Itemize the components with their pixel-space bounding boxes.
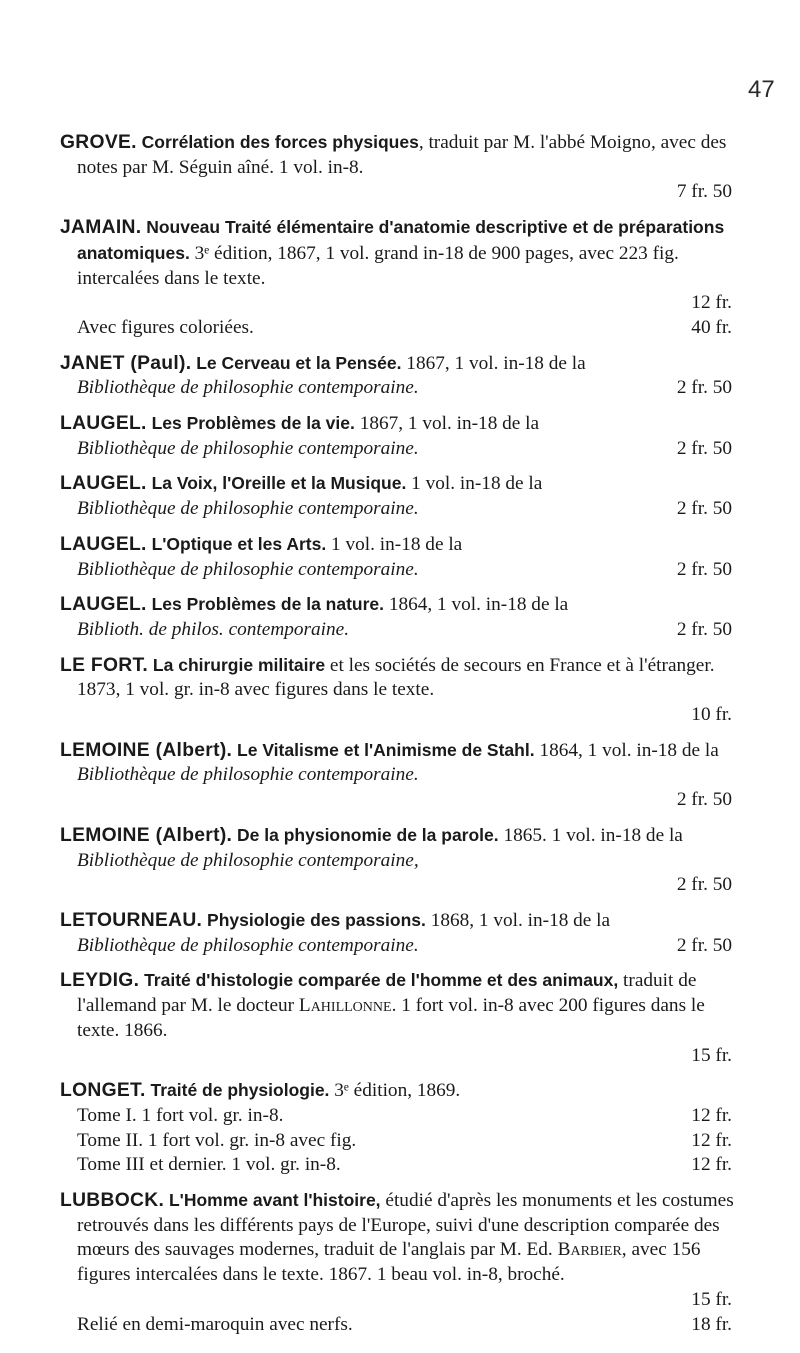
entry-extra-price: 18 fr. xyxy=(691,1313,732,1335)
entry-title: La chirurgie militaire xyxy=(152,654,326,675)
entry-series: Bibliothèque de philosophie contemporaine. xyxy=(77,437,419,459)
entry-price: 2 fr. 50 xyxy=(676,618,732,640)
entry-title: Le Cerveau et la Pensée. xyxy=(196,352,402,373)
entry-translator: Lahillonne. xyxy=(298,995,397,1017)
entry-price-row xyxy=(77,873,740,898)
entry-title: Les Problèmes de la nature. xyxy=(151,594,385,615)
catalog-entry-jamain xyxy=(60,215,740,341)
entry-description: 1867, 1 vol. in-18 de la xyxy=(359,413,540,435)
entry-price: 2 fr. 50 xyxy=(676,377,732,399)
entry-price-row xyxy=(77,1044,740,1069)
entry-price: 12 fr. xyxy=(691,292,732,314)
entry-extra-row xyxy=(77,1313,740,1338)
catalog-entries xyxy=(60,130,740,1347)
entry-extra-price: 40 fr. xyxy=(691,316,732,338)
catalog-entry-janet xyxy=(60,351,740,401)
entry-author: LE FORT. xyxy=(60,654,149,676)
entry-series: Bibliothèque de philosophie contemporaine. xyxy=(77,764,419,786)
entry-description-cont: 1 fort vol. in-8 avec 200 figures dans le texte. 1866. xyxy=(77,995,705,1041)
catalog-entry-lemoine-vitalisme xyxy=(60,738,740,813)
entry-price: 2 fr. 50 xyxy=(676,934,732,956)
entry-author: LUBBOCK. xyxy=(60,1190,165,1212)
entry-price: 2 fr. 50 xyxy=(676,437,732,459)
entry-price: 15 fr. xyxy=(691,1288,732,1310)
entry-title: Corrélation des forces physiques xyxy=(141,132,419,152)
page-number: 47 xyxy=(748,76,775,103)
entry-description: étudié d'après les monuments et les costumes retrouvés dans les différents pays de l'Europe, suivi d'une description comparée des mœurs des sauvages modernes, traduit de l'anglais par M. Ed. xyxy=(77,1190,734,1261)
catalog-entry-laugel-nature xyxy=(60,592,740,642)
entry-description: 1864, 1 vol. in-18 de la xyxy=(388,594,569,616)
entry-author: LEYDIG. xyxy=(60,970,140,992)
entry-title: Traité d'histologie comparée de l'homme et des animaux, xyxy=(144,970,619,991)
entry-author: JANET (Paul). xyxy=(60,352,192,374)
entry-price-row xyxy=(77,497,740,522)
entry-price: 2 fr. 50 xyxy=(676,874,732,896)
entry-tome-row xyxy=(77,1104,740,1129)
entry-tome-label: Tome III et dernier. 1 vol. gr. in-8. xyxy=(77,1154,341,1176)
entry-tome-price: 12 fr. xyxy=(691,1129,732,1151)
entry-title: Les Problèmes de la vie. xyxy=(151,413,355,434)
entry-price-row xyxy=(77,376,740,401)
entry-title: Le Vitalisme et l'Animisme de Stahl. xyxy=(237,739,535,760)
entry-extra-row xyxy=(77,316,740,341)
entry-price-row xyxy=(77,618,740,643)
entry-price: 7 fr. 50 xyxy=(676,181,732,203)
entry-extra-label: Avec figures coloriées. xyxy=(77,316,254,338)
entry-title: L'Optique et les Arts. xyxy=(151,533,327,554)
entry-price-row xyxy=(77,180,740,205)
entry-description: et les sociétés de secours en France et à l'étranger. 1873, 1 vol. gr. in-8 avec figures dans le texte. xyxy=(77,654,715,701)
entry-series: Bibliothèque de philosophie contemporaine. xyxy=(77,934,419,956)
entry-description: 1865. 1 vol. in-18 de la xyxy=(503,824,683,846)
catalog-entry-leydig xyxy=(60,968,740,1068)
entry-author: JAMAIN. xyxy=(60,217,142,239)
entry-price: 2 fr. 50 xyxy=(676,498,732,520)
entry-price-row xyxy=(77,934,740,959)
entry-series: Bibliothèque de philosophie contemporaine. xyxy=(77,498,419,520)
entry-price-row xyxy=(77,291,740,316)
entry-price-row xyxy=(77,788,740,813)
entry-title: Nouveau Traité élémentaire d'anatomie descriptive et de préparations anatomiques. xyxy=(77,217,725,263)
entry-extra-label: Relié en demi-maroquin avec nerfs. xyxy=(77,1313,353,1335)
catalog-entry-longet xyxy=(60,1078,740,1178)
entry-series: Biblioth. de philos. contemporaine. xyxy=(77,618,350,640)
entry-description-cont: avec 156 figures intercalées dans le texte. 1867. 1 beau vol. in-8, broché. xyxy=(77,1239,701,1286)
entry-author: LAUGEL. xyxy=(60,413,147,435)
entry-title: La Voix, l'Oreille et la Musique. xyxy=(151,473,407,494)
catalog-entry-grove xyxy=(60,130,740,205)
entry-tome-row xyxy=(77,1153,740,1178)
entry-price: 2 fr. 50 xyxy=(676,789,732,811)
catalog-entry-le-fort xyxy=(60,653,740,728)
entry-tome-label: Tome I. 1 fort vol. gr. in-8. xyxy=(77,1104,284,1126)
entry-title: Physiologie des passions. xyxy=(207,909,426,930)
entry-tome-row xyxy=(77,1129,740,1154)
entry-title: De la physionomie de la parole. xyxy=(237,824,499,845)
entry-author: GROVE. xyxy=(60,132,137,153)
entry-tome-price: 12 fr. xyxy=(691,1154,732,1176)
entry-description: traduit de l'allemand par M. le docteur xyxy=(77,970,697,1017)
entry-title: Traité de physiologie. xyxy=(150,1080,330,1101)
entry-author: LEMOINE (Albert). xyxy=(60,739,233,761)
entry-series: Bibliothèque de philosophie contemporaine. xyxy=(77,558,419,580)
entry-description: 1 vol. in-18 de la xyxy=(331,533,463,555)
entry-tome-price: 12 fr. xyxy=(691,1104,732,1126)
catalog-entry-laugel-vie xyxy=(60,411,740,461)
entry-author: LAUGEL. xyxy=(60,594,147,616)
entry-series: Bibliothèque de philosophie contemporaine. xyxy=(77,377,419,399)
entry-title: L'Homme avant l'histoire, xyxy=(168,1190,381,1211)
entry-description: 1 vol. in-18 de la xyxy=(411,473,543,495)
entry-translator: Barbier, xyxy=(557,1239,627,1261)
entry-price-row xyxy=(77,703,740,728)
entry-price: 10 fr. xyxy=(691,704,732,726)
entry-price: 2 fr. 50 xyxy=(676,558,732,580)
entry-description: , traduit par M. l'abbé Moigno, avec des notes par M. Séguin aîné. 1 vol. in-8. xyxy=(77,132,727,178)
catalog-entry-lemoine-physionomie xyxy=(60,823,740,898)
entry-price: 15 fr. xyxy=(691,1044,732,1066)
entry-series: Bibliothèque de philosophie contemporaine, xyxy=(77,849,419,871)
entry-author: LONGET. xyxy=(60,1080,146,1102)
entry-tome-label: Tome II. 1 fort vol. gr. in-8 avec fig. xyxy=(77,1129,357,1151)
entry-author: LEMOINE (Albert). xyxy=(60,824,233,846)
entry-price-row xyxy=(77,558,740,583)
entry-author: LAUGEL. xyxy=(60,473,147,495)
entry-description: 3ᵉ édition, 1867, 1 vol. grand in-18 de 900 pages, avec 223 fig. intercalées dans le texte. xyxy=(77,242,679,289)
entry-description: 1868, 1 vol. in-18 de la xyxy=(430,909,611,931)
entry-author: LETOURNEAU. xyxy=(60,909,203,931)
entry-description: 3ᵉ édition, 1869. xyxy=(334,1080,461,1102)
catalog-entry-laugel-voix xyxy=(60,471,740,521)
catalog-entry-laugel-optique xyxy=(60,532,740,582)
catalog-entry-letourneau xyxy=(60,908,740,958)
entry-description: 1864, 1 vol. in-18 de la xyxy=(539,739,719,761)
entry-price-row xyxy=(77,437,740,462)
entry-description: 1867, 1 vol. in-18 de la xyxy=(406,352,586,374)
catalog-entry-lubbock xyxy=(60,1188,740,1337)
entry-author: LAUGEL. xyxy=(60,533,147,555)
entry-price-row xyxy=(77,1288,740,1313)
